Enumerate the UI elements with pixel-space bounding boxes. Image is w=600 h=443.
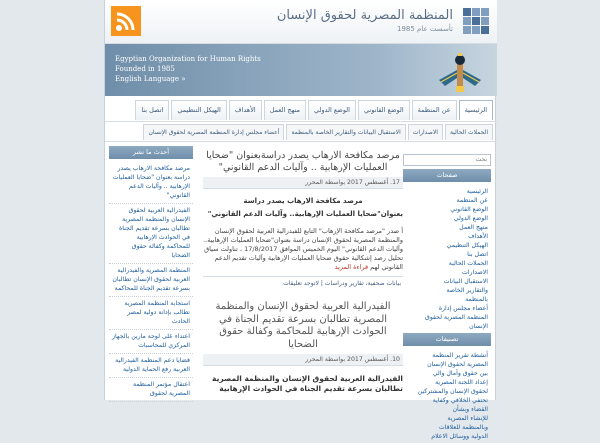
header: [105, 0, 497, 44]
pages-list-item[interactable]: عن المنظمة: [456, 197, 488, 204]
latest-item[interactable]: اعتقال مؤتمر المنظمة المصرية لحقوق: [109, 378, 193, 402]
post: [199, 293, 407, 397]
post-body-text: أ صدر "مرصد مكافحة الإرهاب" التابع للفيدرالية العربية لحقوق الإنسان والمنظمة المصرية لحقوق الإنسان دراسة بعنوان"ضحايا العمليات الإرهابية.. وآليات الدعم القانوني" اليوم الخميس الموافق 17/8/2017 ، تناولت سياق تحليل رصد إشكالية حقوق ضحايا العمليات الإرهابية وآليات تقديم الدعم القانوني لهم: [203, 227, 403, 271]
pages-list-item[interactable]: الوضع القانوني: [450, 206, 488, 213]
nav-item-contact[interactable]: اتصل بنا: [135, 100, 169, 120]
latest-item[interactable]: قضايا دعم المنظمة الفيدرالية العربية رفع الحماية الدولية: [109, 354, 193, 378]
nav-item-structure[interactable]: الهيكل التنظيمي: [171, 100, 227, 120]
nav-item-methodology[interactable]: منهج العمل: [264, 100, 306, 120]
latest-item[interactable]: المنظمة المصرية والفيدرالية العربية لحقوق الإنسان تطالبان بسرعة تقديم الجناة للمحاكمة: [109, 264, 193, 297]
post-footer: [203, 276, 403, 290]
pages-list-item[interactable]: الإنسان: [469, 323, 488, 330]
category-item[interactable]: تحتفي الخلافي وكفاية: [432, 397, 488, 404]
category-item[interactable]: وبالمنظمة للعلاقات: [438, 424, 488, 431]
post-title[interactable]: مرصد مكافحة الارهاب يصدر دراسةبعنوان "ضحايا العمليات الإرهابية .. وآليات الدعم القانوني": [206, 150, 400, 173]
site-founded: تأسست عام 1985: [397, 25, 453, 33]
banner: [105, 44, 497, 96]
subnav-item-board[interactable]: أعضاء مجلس إدارة المنظمة المصرية لحقوق الإنسان: [143, 124, 284, 140]
post-category-link[interactable]: بيانات صحفية، تقارير ودراسات: [324, 280, 401, 287]
post-meta: 10. أغسطس 2017 بواسطة المحرر: [203, 354, 403, 366]
nav-item-about[interactable]: عن المنظمة: [412, 100, 457, 120]
post-body: [203, 227, 403, 272]
pages-list-item[interactable]: الهيكل التنظيمي: [446, 242, 488, 249]
post-comments-link[interactable]: لاتوجد تعليقات: [283, 280, 319, 287]
banner-text: [115, 54, 261, 84]
pages-title: صفحات: [403, 169, 491, 182]
read-more-link[interactable]: قراءة المزيد: [334, 263, 369, 271]
banner-org-english: Egyptian Organization for Human Rights: [115, 55, 261, 63]
post-quote: بعنوان"ضحايا العمليات الإرهابية.. وآليات الدعم القانوني": [207, 210, 403, 218]
pages-list-item[interactable]: الاصدارات: [461, 269, 488, 276]
latest-item[interactable]: اعتداء على لوحة مارين بالجهاز المركزي للمحاسبات: [109, 330, 193, 354]
latest-item[interactable]: الفيدرالية العربية لحقوق الإنسان والمنظمة المصرية تطالبان بسرعة تقديم الجناة في الحوادث الإرهابية للمحاكمة وكفالة حقوق الضحايا: [109, 204, 193, 264]
banner-founded: Founded in 1985: [115, 65, 175, 73]
subnav-item-campaigns[interactable]: الحملات الحالية: [445, 124, 493, 140]
search-input[interactable]: [403, 154, 491, 166]
post-heading: مرصد مكافحة الارهاب يصدر دراسة: [243, 197, 363, 205]
nav-item-goals[interactable]: الأهداف: [229, 100, 262, 120]
subnav-item-publications[interactable]: الاصدارات: [408, 124, 443, 140]
subnav-item-statements[interactable]: الاستقبال البيانات والتقارير الخاصة بالمنظمة: [286, 124, 405, 140]
pages-list-item[interactable]: منهج العمل: [459, 224, 488, 231]
category-item[interactable]: القضاء وبشأن: [452, 406, 488, 413]
latest-item[interactable]: مرصد مكافحة الارهاب يصدر دراسة بعنوان "ضحايا العمليات الإرهابية .. وآليات الدعم القانوني": [109, 162, 193, 204]
latest-item[interactable]: استجابة المنظمة المصرية تطالب بإدانة دولية لمصر الحادث: [109, 297, 193, 330]
category-item[interactable]: الدولية ووسائل الاعلام: [431, 433, 488, 440]
pages-list-item[interactable]: الوضع الدولي: [453, 215, 488, 222]
main-content: [199, 146, 407, 400]
post: [199, 146, 407, 293]
right-sidebar: [403, 146, 491, 440]
category-item[interactable]: للإنشاء المصرية: [447, 415, 488, 422]
pages-list-item[interactable]: أعضاء مجلس إدارة: [438, 305, 488, 312]
pages-list-item[interactable]: الاستقبال البيانات: [443, 278, 488, 285]
pages-list-item[interactable]: والتقارير الخاصة: [446, 287, 488, 294]
post-body: الفيدرالية العربية لحقوق الإنسان والمنظمة المصرية تطالبان بسرعة تقديم الجناة في الحوادث الإرهابية: [212, 374, 403, 393]
pages-list-item[interactable]: الأهداف: [468, 233, 488, 240]
sub-nav: [105, 124, 497, 142]
rss-icon[interactable]: [111, 6, 141, 36]
category-item[interactable]: بين حقوق وآمال والي: [432, 370, 488, 377]
pages-list: [403, 185, 491, 333]
post-title[interactable]: الفيدرالية العربية لحقوق الإنسان والمنظمة المصرية تطالبان بسرعة تقديم الجناة في الحوادث الإرهابية للمحاكمة وكفالة حقوق الضحايا: [215, 301, 391, 350]
logo-icon[interactable]: [463, 8, 489, 34]
categories-list: [403, 349, 491, 443]
page-container: [104, 0, 496, 440]
main-nav: [105, 100, 497, 122]
pages-list-item[interactable]: بالمنظمة: [465, 296, 488, 303]
category-item[interactable]: المصرية لحقوق الإنسان: [427, 361, 488, 368]
post-meta: 17. أغسطس 2017 بواسطة المحرر: [203, 177, 403, 189]
nav-item-legal-status[interactable]: الوضع القانوني: [358, 100, 410, 120]
english-language-link[interactable]: English Language »: [115, 75, 186, 83]
separator: |: [318, 280, 323, 287]
isis-figure-icon: [437, 50, 483, 94]
nav-item-home[interactable]: الرئيسية: [459, 100, 493, 120]
categories-title: تصنيفات: [403, 333, 491, 346]
category-item[interactable]: إعداد اللجنة المصرية: [435, 379, 488, 386]
pages-list-item[interactable]: اتصل بنا: [467, 251, 488, 258]
left-sidebar: [109, 146, 193, 400]
nav-item-international-status[interactable]: الوضع الدولي: [308, 100, 356, 120]
site-title[interactable]: المنظمة المصرية لحقوق الإنسان: [276, 8, 453, 23]
pages-list-item[interactable]: الحملات الحالية: [448, 260, 488, 267]
category-item[interactable]: لحقوق الإنسان والمشتركين: [417, 388, 488, 395]
pages-list-item[interactable]: المنظمة المصرية لحقوق: [425, 314, 488, 321]
category-item[interactable]: أنشطة تقرير المنظمة: [432, 352, 488, 359]
latest-title: أحدث ما نشر: [109, 146, 193, 159]
pages-list-item[interactable]: الرئيسية: [466, 188, 488, 195]
